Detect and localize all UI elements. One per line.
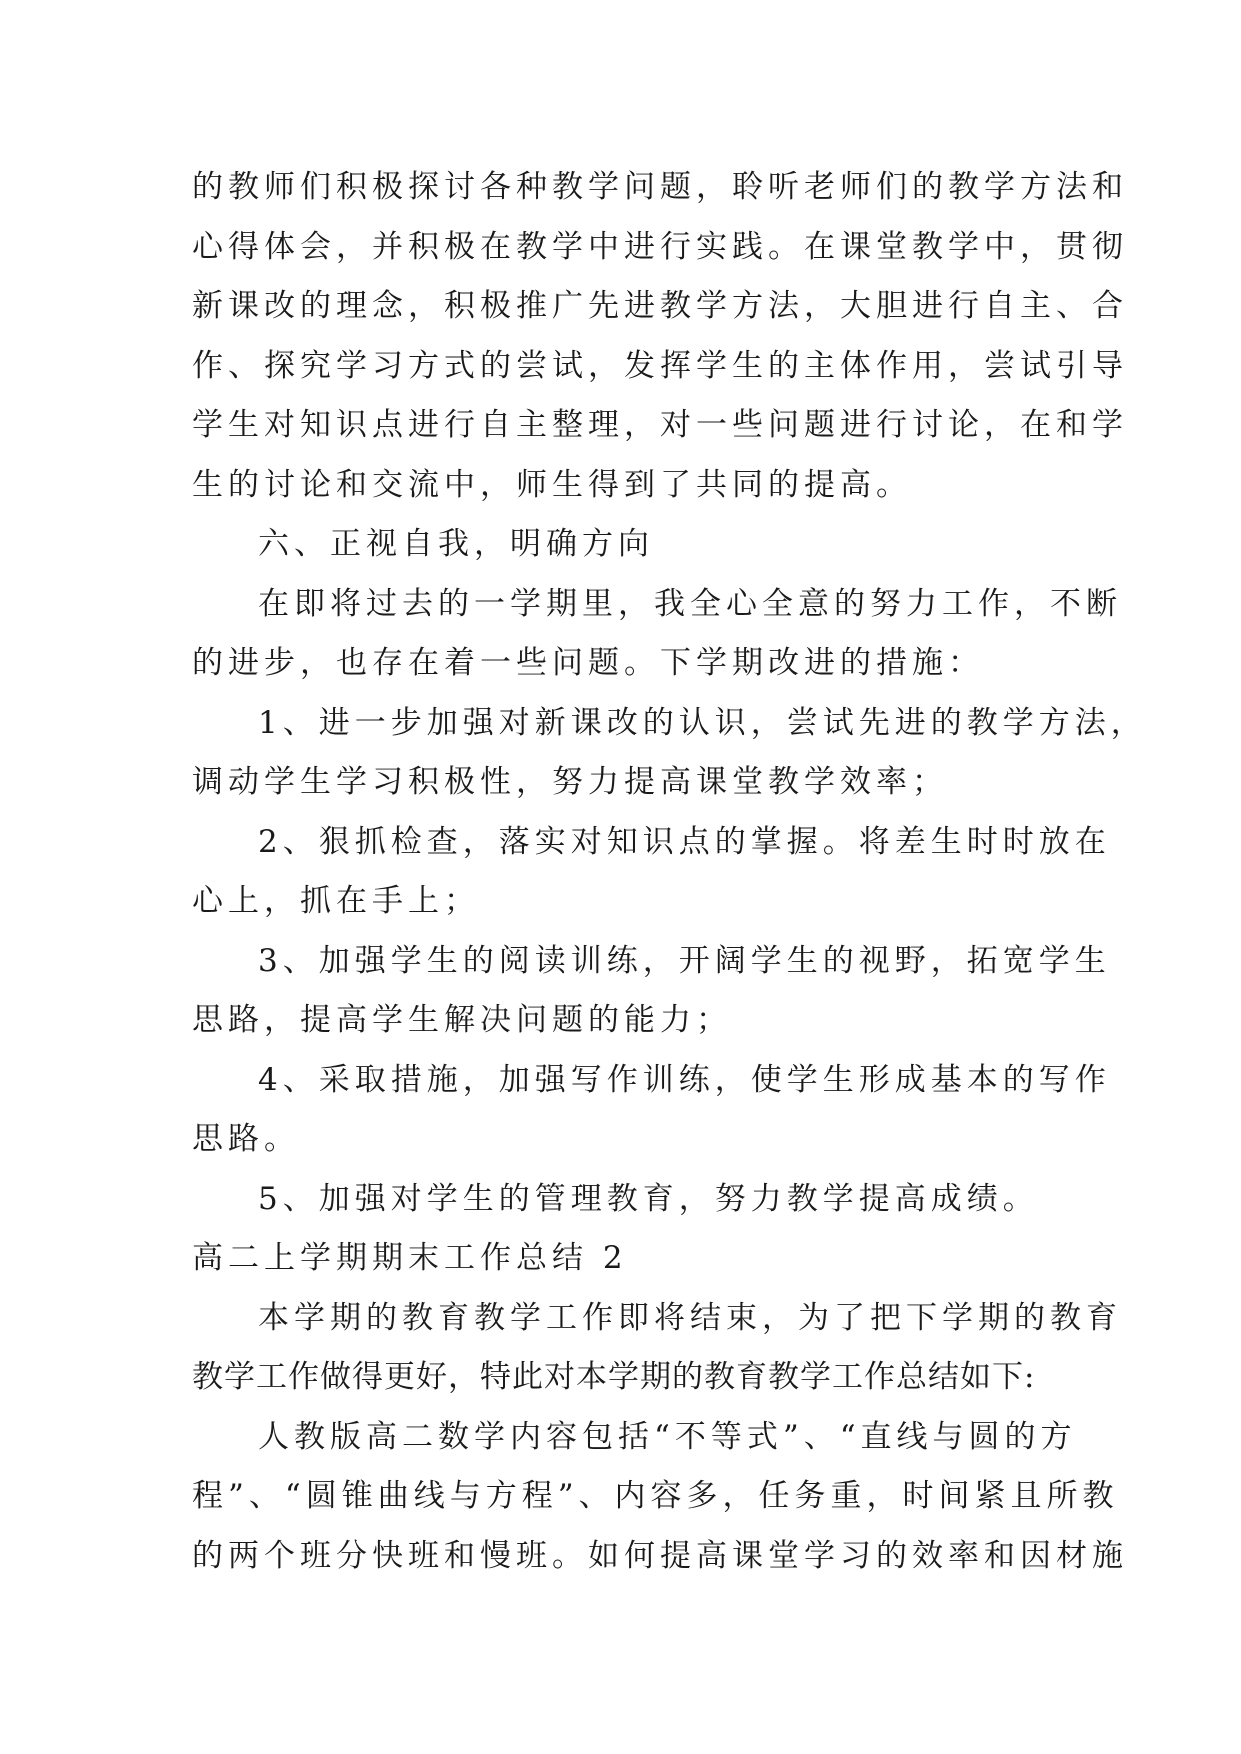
list-item: 2、狠抓检查，落实对知识点的掌握。将差生时时放在 [258,823,1111,860]
text-line: 的教师们积极探讨各种教学问题，聆听老师们的教学方法和 [192,169,1128,205]
text-line: 程”、“圆锥曲线与方程”、内容多，任务重，时间紧且所教 [192,1478,1119,1514]
list-item: 4、采取措施，加强写作训练，使学生形成基本的写作 [258,1061,1111,1098]
document-body [192,158,1147,1586]
text-line: 作、探究学习方式的尝试，发挥学生的主体作用，尝试引导 [192,347,1128,384]
list-item: 1、进一步加强对新课改的认识，尝试先进的教学方法， [258,704,1147,741]
text-line: 思路。 [192,1121,300,1157]
text-line: 在即将过去的一学期里，我全心全意的努力工作，不断 [258,585,1122,622]
text-line: 教学工作做得更好，特此对本学期的教育教学工作总结如下: [192,1359,1036,1395]
text-line: 心上，抓在手上； [192,883,480,919]
list-item: 5、加强对学生的管理教育，努力教学提高成绩。 [258,1180,1039,1217]
text-line: 本学期的教育教学工作即将结束，为了把下学期的教育 [258,1299,1122,1336]
text-line: 思路，提高学生解决问题的能力； [192,1002,732,1038]
list-item: 3、加强学生的阅读训练，开阔学生的视野，拓宽学生 [258,942,1111,979]
section-heading: 六、正视自我，明确方向 [258,526,654,562]
text-line: 的两个班分快班和慢班。如何提高课堂学习的效率和因材施 [192,1537,1128,1574]
text-line: 调动学生学习积极性，努力提高课堂教学效率； [192,764,948,800]
text-line: 心得体会，并积极在教学中进行实践。在课堂教学中，贯彻 [192,228,1128,265]
text-line: 的进步，也存在着一些问题。下学期改进的措施： [192,645,984,681]
text-line: 学生对知识点进行自主整理，对一些问题进行讨论，在和学 [192,407,1128,443]
text-line: 人教版高二数学内容包括“不等式”、“直线与圆的方 [258,1418,1077,1455]
text-line: 新课改的理念，积极推广先进教学方法，大胆进行自主、合 [192,288,1128,324]
text-line: 生的讨论和交流中，师生得到了共同的提高。 [192,466,912,503]
document-title: 高二上学期期末工作总结 2 [192,1240,628,1276]
